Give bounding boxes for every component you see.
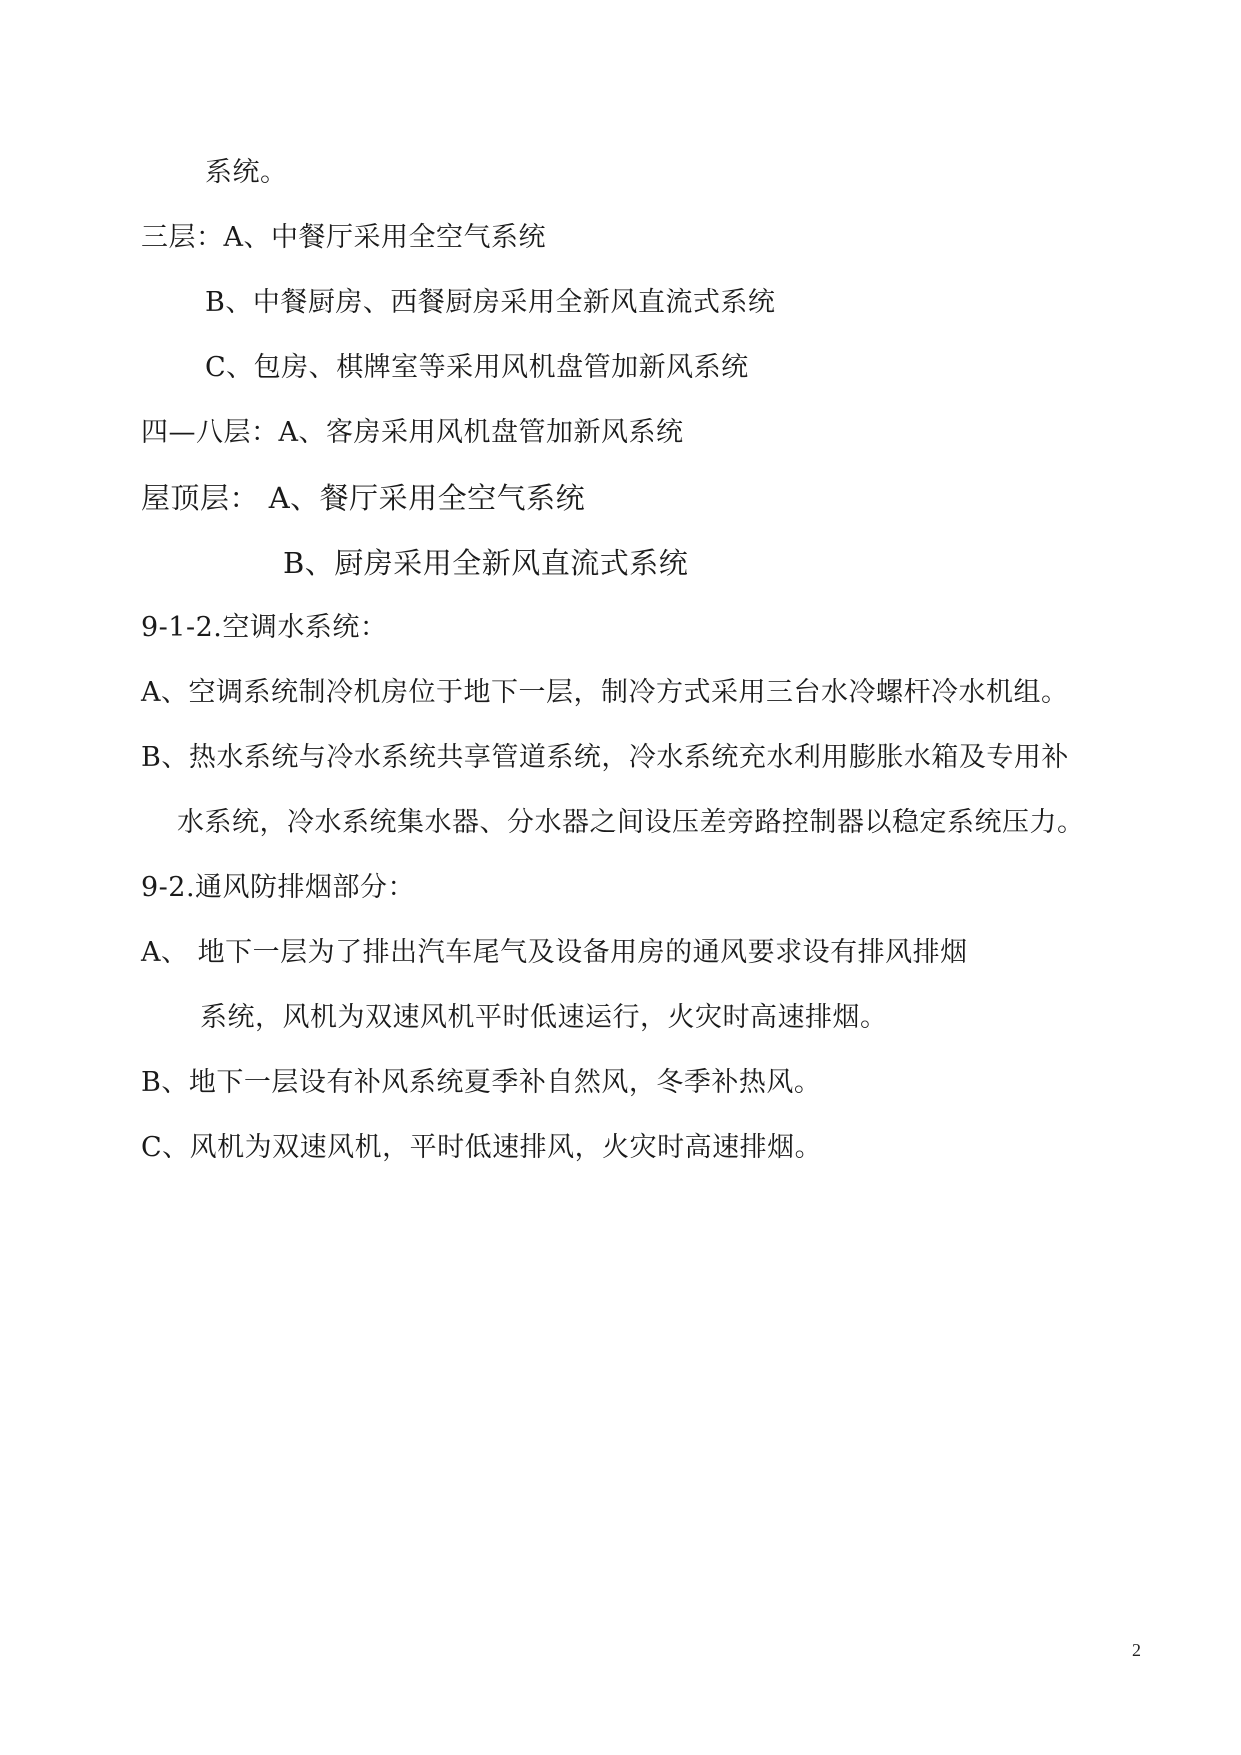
- text-line-5: 四—八层：A、客房采用风机盘管加新风系统: [141, 417, 684, 448]
- text-line-14: 系统，风机为双速风机平时低速运行，火灾时高速排烟。: [200, 1002, 888, 1033]
- page-number: 2: [1132, 1640, 1141, 1660]
- text-line-9: A、空调系统制冷机房位于地下一层，制冷方式采用三台水冷螺杆冷水机组。: [141, 677, 1069, 708]
- text-line-2: 三层：A、中餐厅采用全空气系统: [141, 222, 546, 253]
- text-line-1: 系统。: [205, 157, 288, 188]
- text-line-11: 水系统，冷水系统集水器、分水器之间设压差旁路控制器以稳定系统压力。: [177, 807, 1085, 838]
- section-heading-ventilation: 9-2.通风防排烟部分：: [141, 872, 416, 903]
- text-line-6: 屋顶层： A、餐厅采用全空气系统: [141, 481, 586, 515]
- text-line-4: C、包房、棋牌室等采用风机盘管加新风系统: [205, 352, 749, 383]
- text-line-10: B、热水系统与冷水系统共享管道系统，冷水系统充水利用膨胀水箱及专用补: [141, 742, 1069, 773]
- text-line-13: A、 地下一层为了排出汽车尾气及设备用房的通风要求设有排风排烟: [141, 937, 968, 968]
- text-line-7: B、厨房采用全新风直流式系统: [283, 546, 689, 580]
- section-heading-water: 9-1-2.空调水系统：: [141, 612, 388, 643]
- text-line-15: B、地下一层设有补风系统夏季补自然风，冬季补热风。: [141, 1067, 822, 1098]
- text-line-3: B、中餐厨房、西餐厨房采用全新风直流式系统: [205, 287, 776, 318]
- text-line-16: C、风机为双速风机，平时低速排风，火灾时高速排烟。: [141, 1132, 823, 1163]
